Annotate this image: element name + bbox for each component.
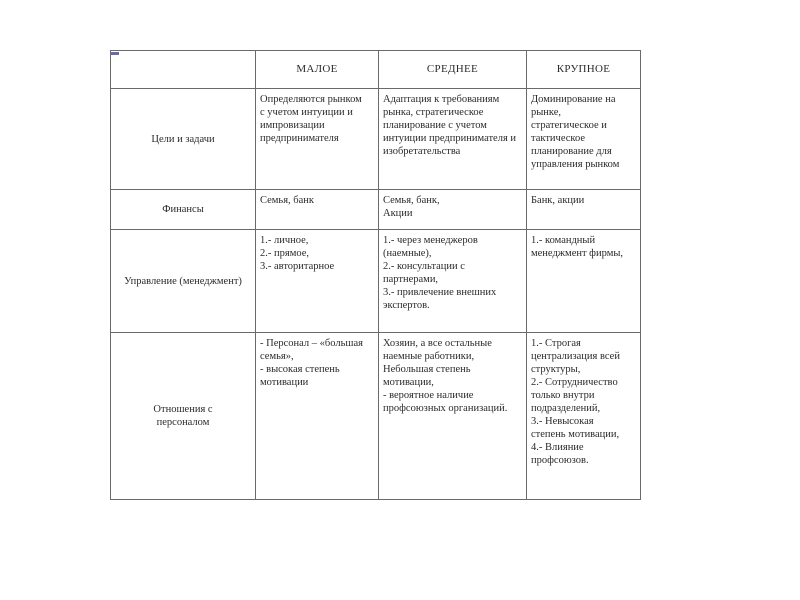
cell-line: Управление (менеджмент) [124,275,242,287]
cell-line: 3.- Невысокая [531,416,594,427]
header-row [111,51,641,89]
cell-line: рынке, [531,107,562,118]
comparison-table [110,50,641,500]
cell-line: централизация всей [531,351,620,362]
cell-line: тактическое [531,133,586,144]
cell-large [527,333,641,500]
cell-line: (наемные), [383,248,432,259]
table-row [111,230,641,333]
row-label [111,190,256,230]
cell-line: Акции [383,208,413,219]
row-label [111,333,256,500]
cell-line: Определяются рынком [260,94,362,105]
cell-line: Семья, банк [260,195,315,206]
cell-small [256,190,379,230]
cell-line: Отношения с [153,404,213,415]
cell-line: 2.- прямое, [260,248,310,259]
cell-line: - вероятное наличие [383,390,474,401]
cell-line: стратегическое и [531,120,607,131]
table-row [111,333,641,500]
cell-line: семья», [260,351,294,362]
row-label [111,89,256,190]
cell-line: менеджмент фирмы, [531,248,624,259]
cell-large [527,230,641,333]
cell-line: рынка, стратегическое [383,107,484,118]
cell-line: импровизации [260,120,325,131]
header-medium: СРЕДНЕЕ [379,51,527,89]
cell-line: планирование для [531,146,612,157]
cell-line: мотивации [260,377,309,388]
cell-line: экспертов. [383,300,430,311]
cell-line: Банк, акции [531,195,585,206]
cell-line: Цели и задачи [151,133,215,145]
cell-line: 3.- авторитарное [260,261,335,272]
cell-line: 1.- Строгая [531,338,581,349]
cell-medium [379,230,527,333]
cell-line: Доминирование на [531,94,616,105]
cell-medium [379,89,527,190]
cell-line: изобретательства [383,146,461,157]
cell-line: профсоюзных организаций. [383,403,508,414]
cell-line: профсоюзов. [531,455,589,466]
cell-line: персоналом [156,417,210,428]
table-row [111,190,641,230]
cell-line: мотивации, [383,377,434,388]
cell-line: 1.- через менеджеров [383,235,478,246]
cell-small [256,333,379,500]
cell-large [527,190,641,230]
cell-line: Финансы [162,204,204,215]
cell-line: управления рынком [531,159,620,170]
cell-line: наемные работники, [383,351,475,362]
cell-line: 2.- консультации с [383,261,465,272]
cell-medium [379,190,527,230]
cell-line: предпринимателя [260,133,339,144]
row-label [111,230,256,333]
cell-line: Небольшая степень [383,364,471,375]
cell-line: Адаптация к требованиям [383,94,500,105]
cell-medium [379,333,527,500]
cell-line: 4.- Влияние [531,442,584,453]
cell-large [527,89,641,190]
cell-line: 1.- личное, [260,235,309,246]
header-small: МАЛОЕ [256,51,379,89]
cell-line: 2.- Сотрудничество [531,377,618,388]
cell-line: планирование с учетом [383,120,487,131]
cell-small [256,89,379,190]
cell-line: Хозяин, а все остальные [383,338,492,349]
cell-line: степень мотивации, [531,429,620,440]
cell-line: 1.- командный [531,235,596,246]
cell-line: - высокая степень [260,364,340,375]
cell-line: 3.- привлечение внешних [383,287,497,298]
cell-small [256,230,379,333]
cell-line: партнерами, [383,274,439,285]
table-row [111,89,641,190]
header-empty-cell [111,51,256,89]
cell-line: - Персонал – «большая [260,338,363,349]
cell-line: структуры, [531,364,581,375]
cell-line: с учетом интуиции и [260,107,353,118]
cell-line: только внутри [531,390,595,401]
cell-line: Семья, банк, [383,195,440,206]
corner-marker [110,52,119,55]
cell-line: интуиции предпринимателя и [383,133,517,144]
cell-line: подразделений, [531,403,601,414]
header-large: КРУПНОЕ [527,51,641,89]
